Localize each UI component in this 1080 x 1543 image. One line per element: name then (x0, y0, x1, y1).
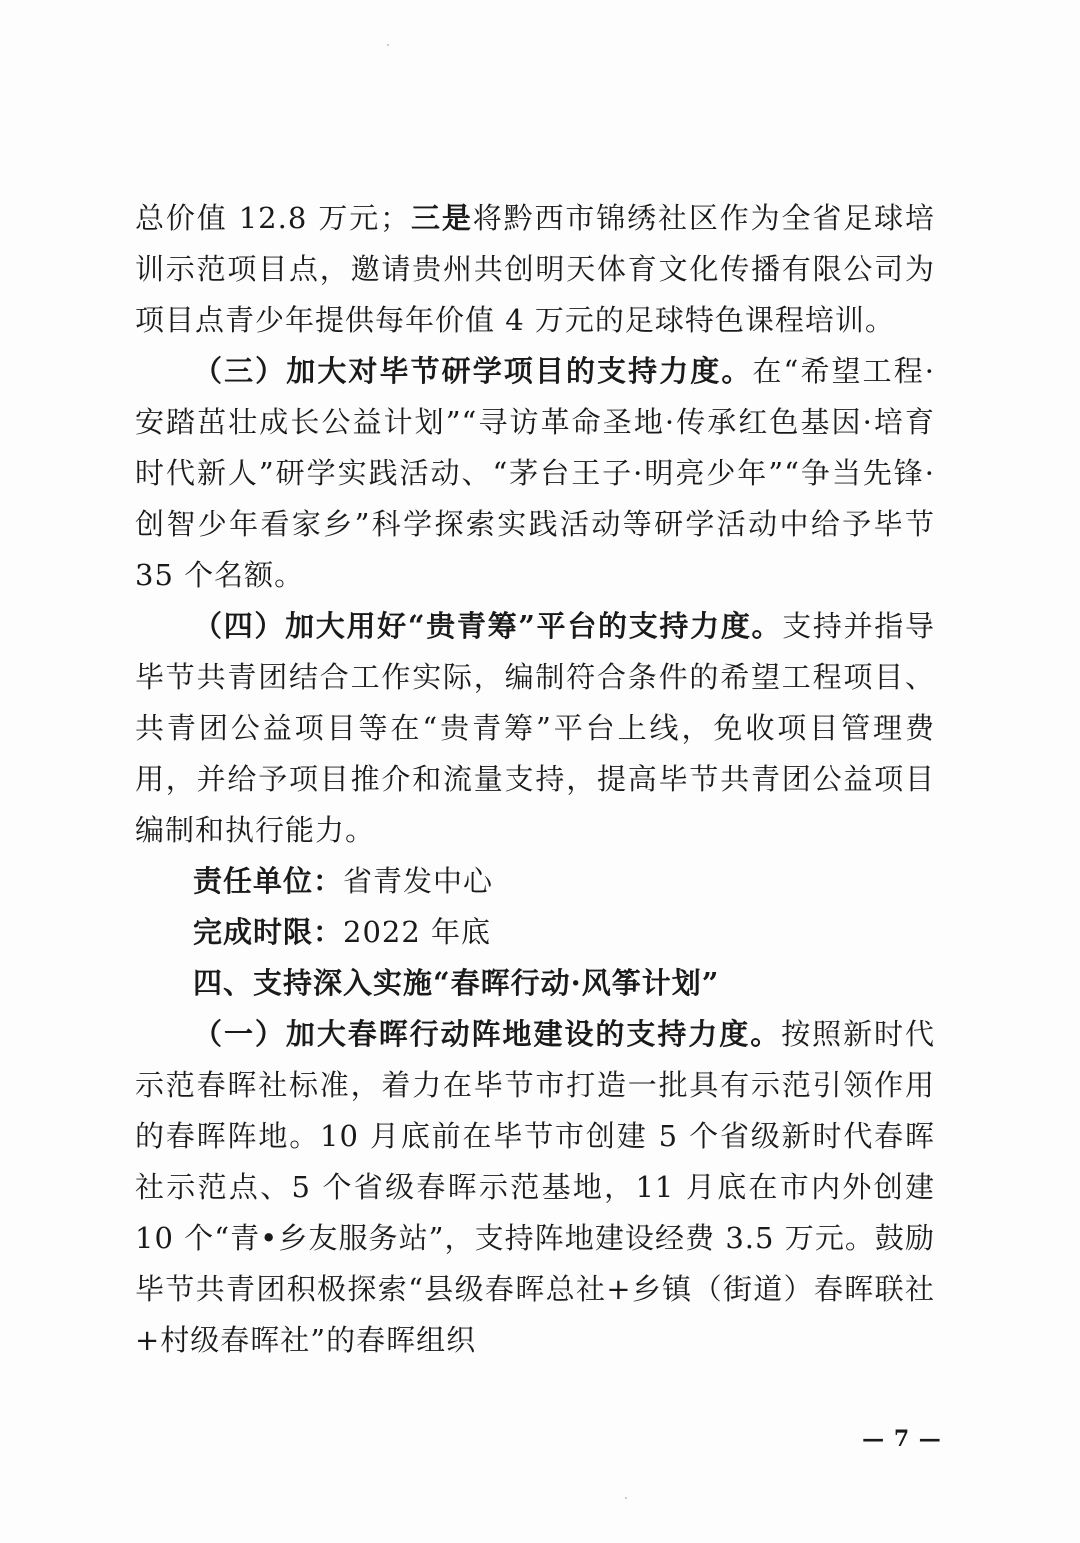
paragraph-study-projects (135, 346, 935, 601)
deadline-value: 2022 年底 (343, 915, 492, 949)
deadline-line (135, 907, 935, 958)
paragraph-bold-lead: 三是 (410, 201, 473, 235)
deadline-label: 完成时限： (193, 915, 344, 949)
responsible-unit-label: 责任单位： (193, 864, 344, 898)
paragraph-chunhui-base (135, 1009, 935, 1366)
paragraph-text: 总价值 12.8 万元； (135, 201, 411, 235)
document-body (135, 193, 935, 1366)
paragraph-text: 在“希望工程·安踏茁壮成长公益计划”“寻访革命圣地·传承红色基因·培育时代新人”研学实践活动、“茅台王子·明亮少年”“争当先锋·创智少年看家乡”科学探索实践活动等研学活动中给予毕节 35 个名额。 (135, 354, 935, 592)
page-number: — 7 — (862, 1426, 942, 1452)
scan-speck (625, 1497, 627, 1499)
responsible-unit-line (135, 856, 935, 907)
responsible-unit-value: 省青发中心 (343, 864, 494, 898)
paragraph-text: 将黔西市锦绣社区作为全省足球培训示范项目点，邀请贵州共创明天体育文化传播有限公司为项目点青少年提供每年价值 4 万元的足球特色课程培训。 (135, 201, 935, 337)
subsection-heading: （一）加大春晖行动阵地建设的支持力度。 (193, 1017, 782, 1051)
subsection-heading: （四）加大用好“贵青筹”平台的支持力度。 (193, 609, 783, 643)
section-heading: 四、支持深入实施“春晖行动·风筝计划” (193, 966, 720, 1000)
paragraph-text: 支持并指导毕节共青团结合工作实际，编制符合条件的希望工程项目、共青团公益项目等在“贵青筹”平台上线，免收项目管理费用，并给予项目推介和流量支持，提高毕节共青团公益项目编制和执行能力。 (135, 609, 935, 847)
subsection-heading: （三）加大对毕节研学项目的支持力度。 (193, 354, 753, 388)
paragraph-football-value (135, 193, 935, 346)
paragraph-guiqingchou-platform (135, 601, 935, 856)
scan-speck (387, 44, 389, 46)
paragraph-text: 按照新时代示范春晖社标准，着力在毕节市打造一批具有示范引领作用的春晖阵地。10 月底前在毕节市创建 5 个省级新时代春晖社示范点、5 个省级春晖示范基地，11 月底在市内外创建 10 个“青•乡友服务站”，支持阵地建设经费 3.5 万元。鼓励毕节共青团积极探索“县级春晖总社+乡镇（街道）春晖联社+村级春晖社”的春晖组织 (135, 1017, 935, 1357)
